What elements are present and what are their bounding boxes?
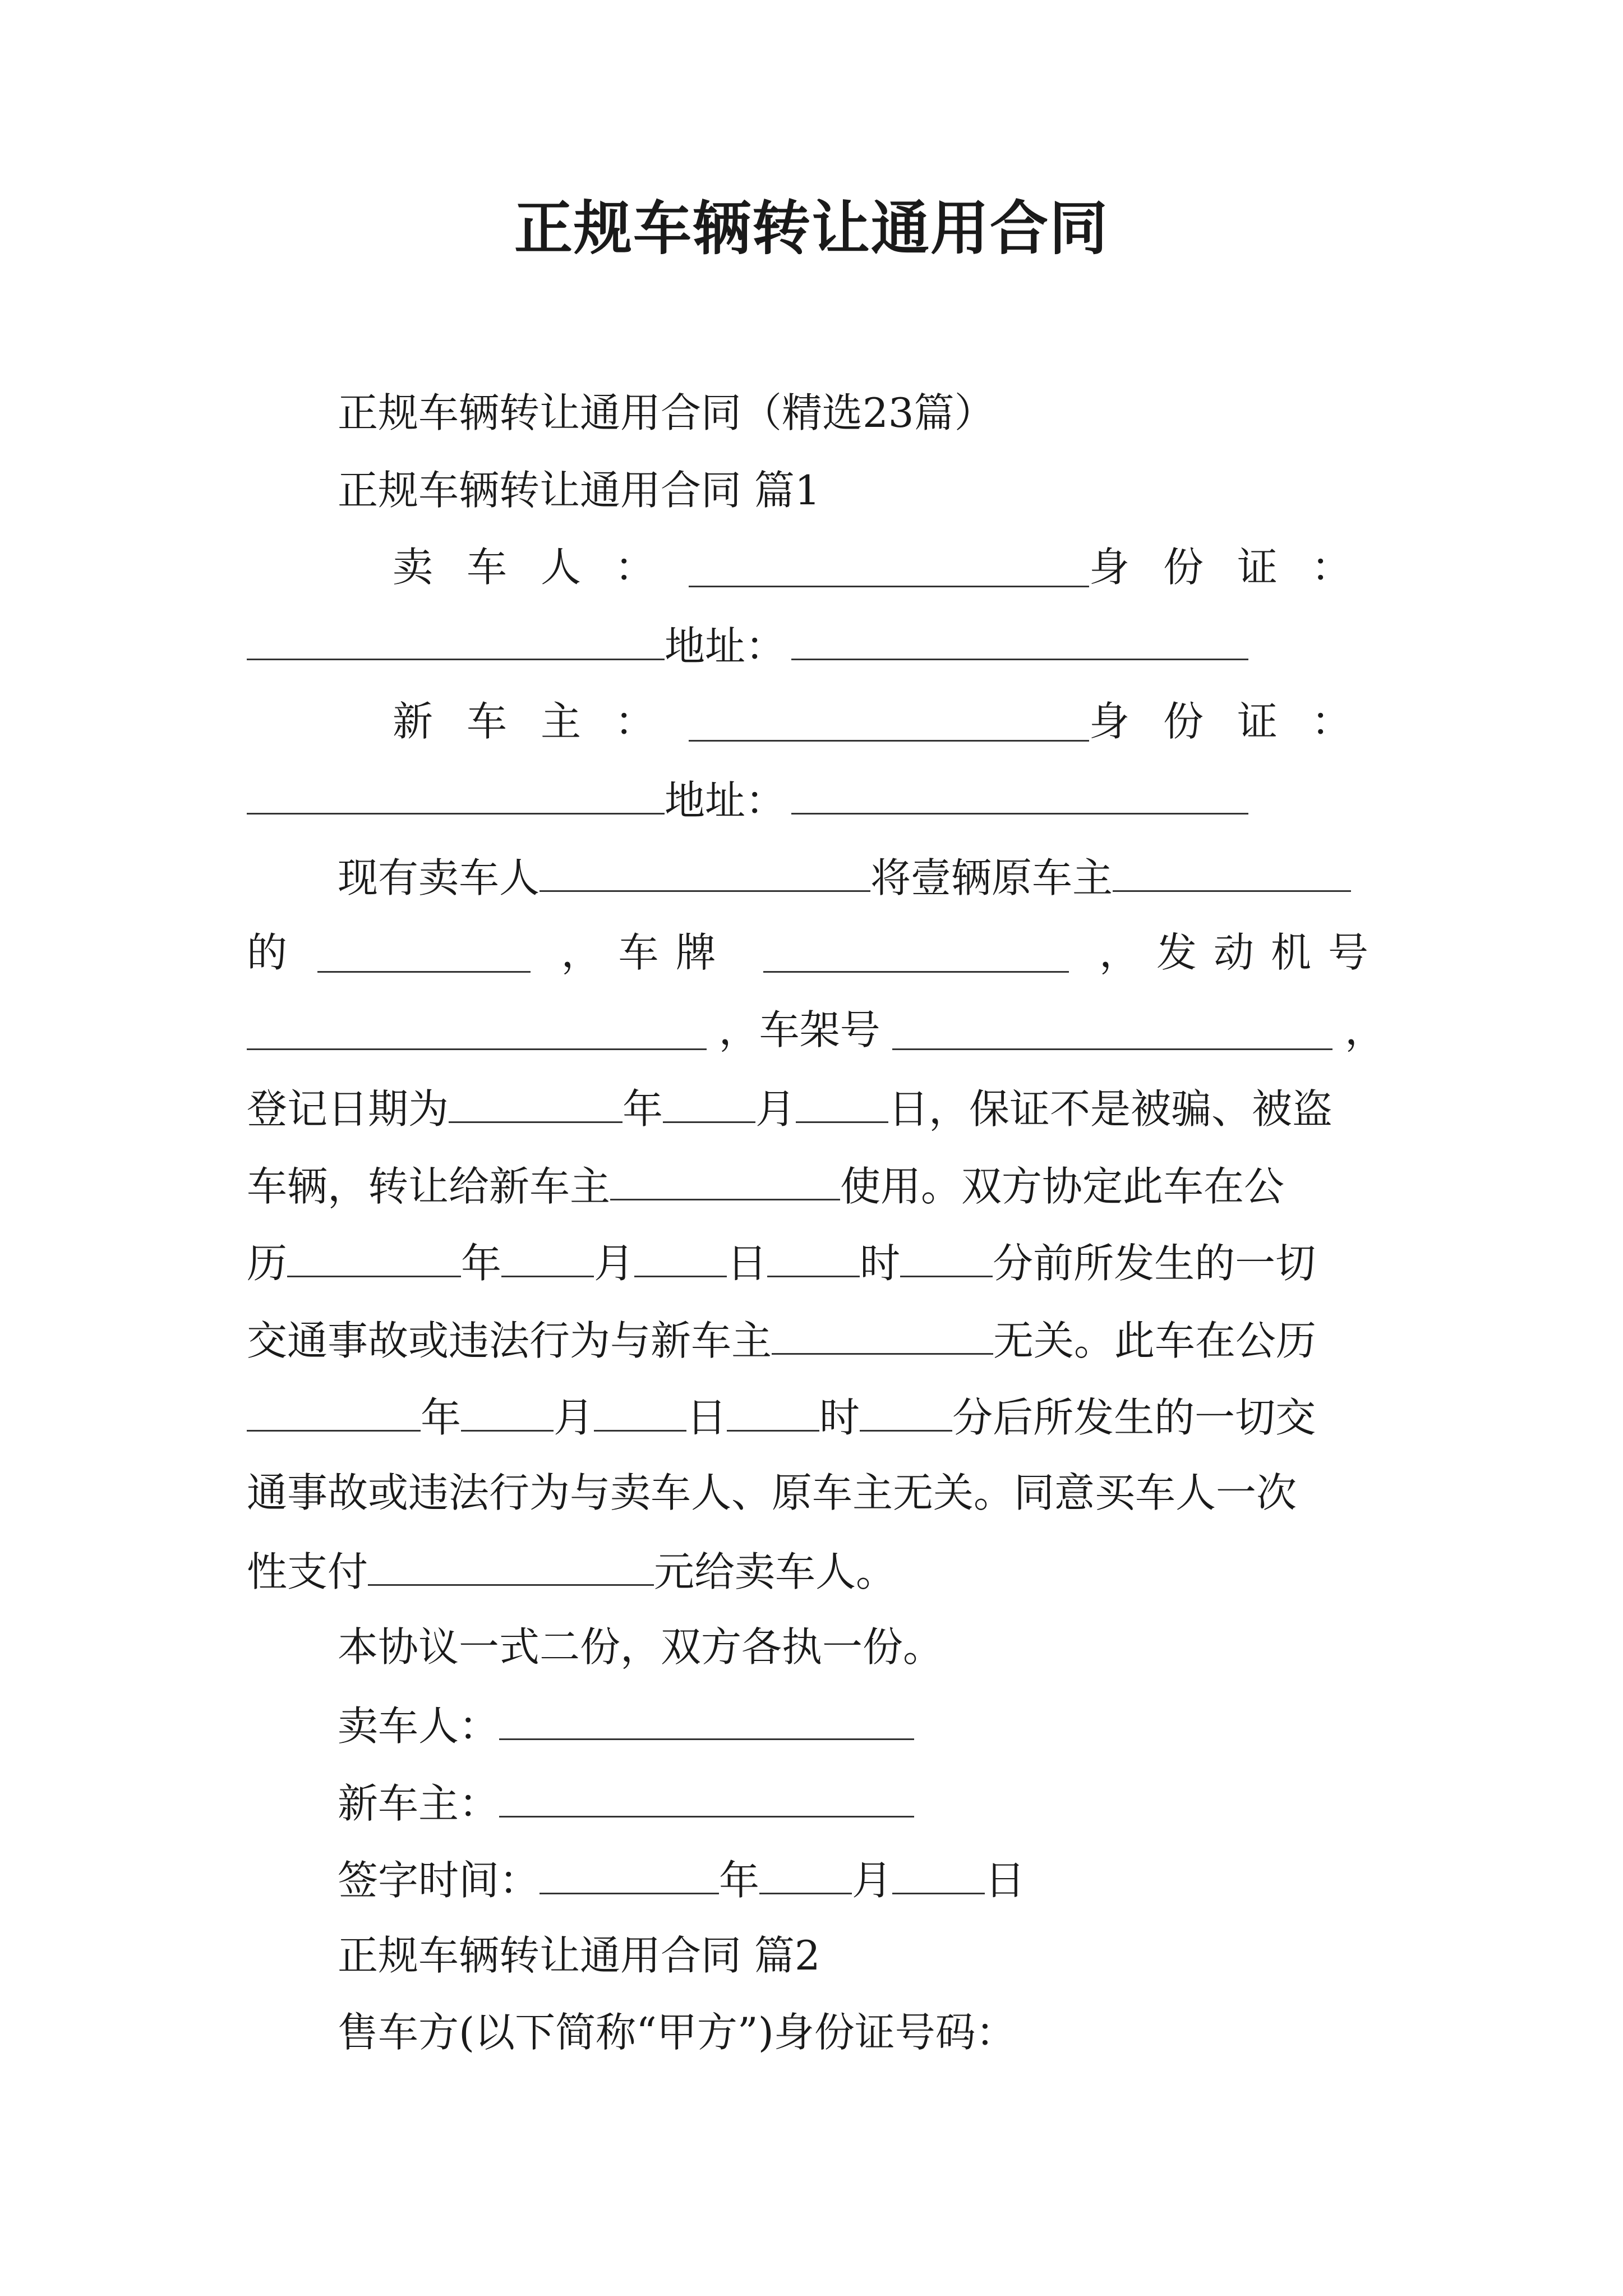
text: 年	[461, 1240, 502, 1287]
para1-line9: 通事故或违法行为与卖车人、原车主无关。同意买车人一次	[247, 1469, 1297, 1516]
text: 将壹辆原车主	[870, 854, 1113, 901]
document-title: 正规车辆转让通用合同	[514, 194, 1109, 263]
para1-line7	[247, 1317, 1317, 1364]
reg-year-blank	[449, 1087, 623, 1123]
text: 日	[686, 1394, 727, 1441]
para1-line4	[247, 1085, 1333, 1133]
before-hour-blank	[767, 1241, 860, 1277]
text: 分前所发生的一切	[993, 1240, 1316, 1287]
reg-day-blank	[796, 1087, 888, 1123]
after-month-blank	[461, 1395, 554, 1432]
before-day-blank	[634, 1241, 727, 1277]
plate-blank	[763, 936, 1069, 973]
text: 时	[819, 1394, 860, 1441]
para1-line2	[247, 929, 1385, 976]
text: 车辆，转让给新车主	[247, 1163, 611, 1210]
vehicle-blank	[317, 936, 531, 973]
text: ，发动机号	[1099, 929, 1385, 976]
text: 元给卖车人。	[654, 1548, 897, 1595]
text: 日	[727, 1240, 768, 1287]
copies-clause: 本协议一式二份，双方各执一份。	[338, 1623, 944, 1671]
seller-label: 卖车人：	[393, 544, 689, 591]
sign-new-owner-blank	[499, 1781, 914, 1818]
before-year-blank	[287, 1241, 461, 1277]
text: 历	[247, 1240, 288, 1287]
text: 使用。双方协定此车在公	[840, 1163, 1285, 1210]
sign-year-blank	[540, 1858, 719, 1894]
original-owner-blank	[1113, 855, 1351, 892]
text: ，车架号	[718, 1006, 880, 1053]
text: 现有卖车人	[338, 854, 540, 901]
new-owner-address-label: 地址：	[665, 777, 786, 824]
text: 月	[852, 1857, 893, 1904]
seller-address-label: 地址：	[665, 623, 786, 670]
sign-new-owner-row	[338, 1780, 914, 1827]
text: 年	[719, 1857, 760, 1904]
text: ，	[1344, 1006, 1385, 1053]
after-year-blank	[247, 1395, 421, 1432]
frame-number-blank	[892, 1014, 1332, 1050]
text: 月	[594, 1240, 635, 1287]
seller-blank	[540, 855, 870, 892]
para1-line10	[247, 1548, 897, 1595]
seller-row	[247, 544, 1385, 591]
text: 分后所发生的一切交	[952, 1394, 1316, 1441]
new-owner-label: 新车主：	[393, 698, 689, 745]
reg-month-blank	[663, 1087, 755, 1123]
text: 交通事故或违法行为与新车主	[247, 1317, 772, 1364]
para1-line3	[247, 1006, 1385, 1053]
seller-address-blank	[791, 624, 1248, 660]
sign-time-label: 签字时间：	[338, 1857, 540, 1904]
text: 无关。此车在公历	[993, 1317, 1317, 1364]
sign-seller-blank	[499, 1704, 914, 1740]
para1-line5	[247, 1163, 1285, 1210]
new-owner-name-blank	[689, 705, 1089, 742]
new-owner-id-blank	[247, 778, 665, 815]
text: 的	[247, 929, 288, 976]
after-hour-blank	[727, 1395, 819, 1432]
text: 时	[860, 1240, 901, 1287]
new-owner-row	[247, 698, 1385, 745]
text: 年	[623, 1085, 663, 1133]
seller-name-blank	[689, 551, 1089, 587]
text: 年	[421, 1394, 462, 1441]
after-day-blank	[594, 1395, 686, 1432]
para2-first-line: 售车方(以下简称“甲方”)身份证号码：	[338, 2009, 1016, 2056]
new-owner-address-row	[247, 777, 1248, 824]
new-owner-id-label: 身份证：	[1089, 698, 1385, 745]
text: 日	[985, 1857, 1026, 1904]
after-minute-blank	[860, 1395, 952, 1432]
sign-new-owner-label: 新车主：	[338, 1780, 500, 1827]
new-owner-blank-2	[772, 1318, 993, 1355]
para1-line8	[247, 1394, 1316, 1441]
sign-day-blank	[892, 1858, 985, 1894]
para1-line1	[338, 854, 1351, 901]
payment-amount-blank	[368, 1549, 654, 1586]
sign-seller-row	[338, 1703, 914, 1750]
new-owner-blank	[610, 1164, 840, 1200]
text: ，车牌	[561, 929, 733, 976]
section-heading-2: 正规车辆转让通用合同 篇2	[338, 1932, 820, 1979]
sign-time-row	[338, 1857, 1026, 1904]
seller-address-row	[247, 623, 1248, 670]
document-subtitle: 正规车辆转让通用合同（精选23篇）	[338, 389, 995, 436]
before-month-blank	[501, 1241, 594, 1277]
sign-month-blank	[759, 1858, 852, 1894]
para1-line6	[247, 1240, 1316, 1287]
before-minute-blank	[900, 1241, 993, 1277]
text: 月	[755, 1085, 796, 1133]
sign-seller-label: 卖车人：	[338, 1703, 500, 1750]
seller-id-blank	[247, 624, 665, 660]
new-owner-address-blank	[791, 778, 1248, 815]
seller-id-label: 身份证：	[1089, 544, 1385, 591]
text: 登记日期为	[247, 1085, 449, 1133]
text: 月	[554, 1394, 594, 1441]
engine-number-blank	[247, 1014, 707, 1050]
text: 日，保证不是被骗、被盗	[888, 1085, 1333, 1133]
section-heading-1: 正规车辆转让通用合同 篇1	[338, 467, 820, 514]
text: 性支付	[247, 1548, 368, 1595]
